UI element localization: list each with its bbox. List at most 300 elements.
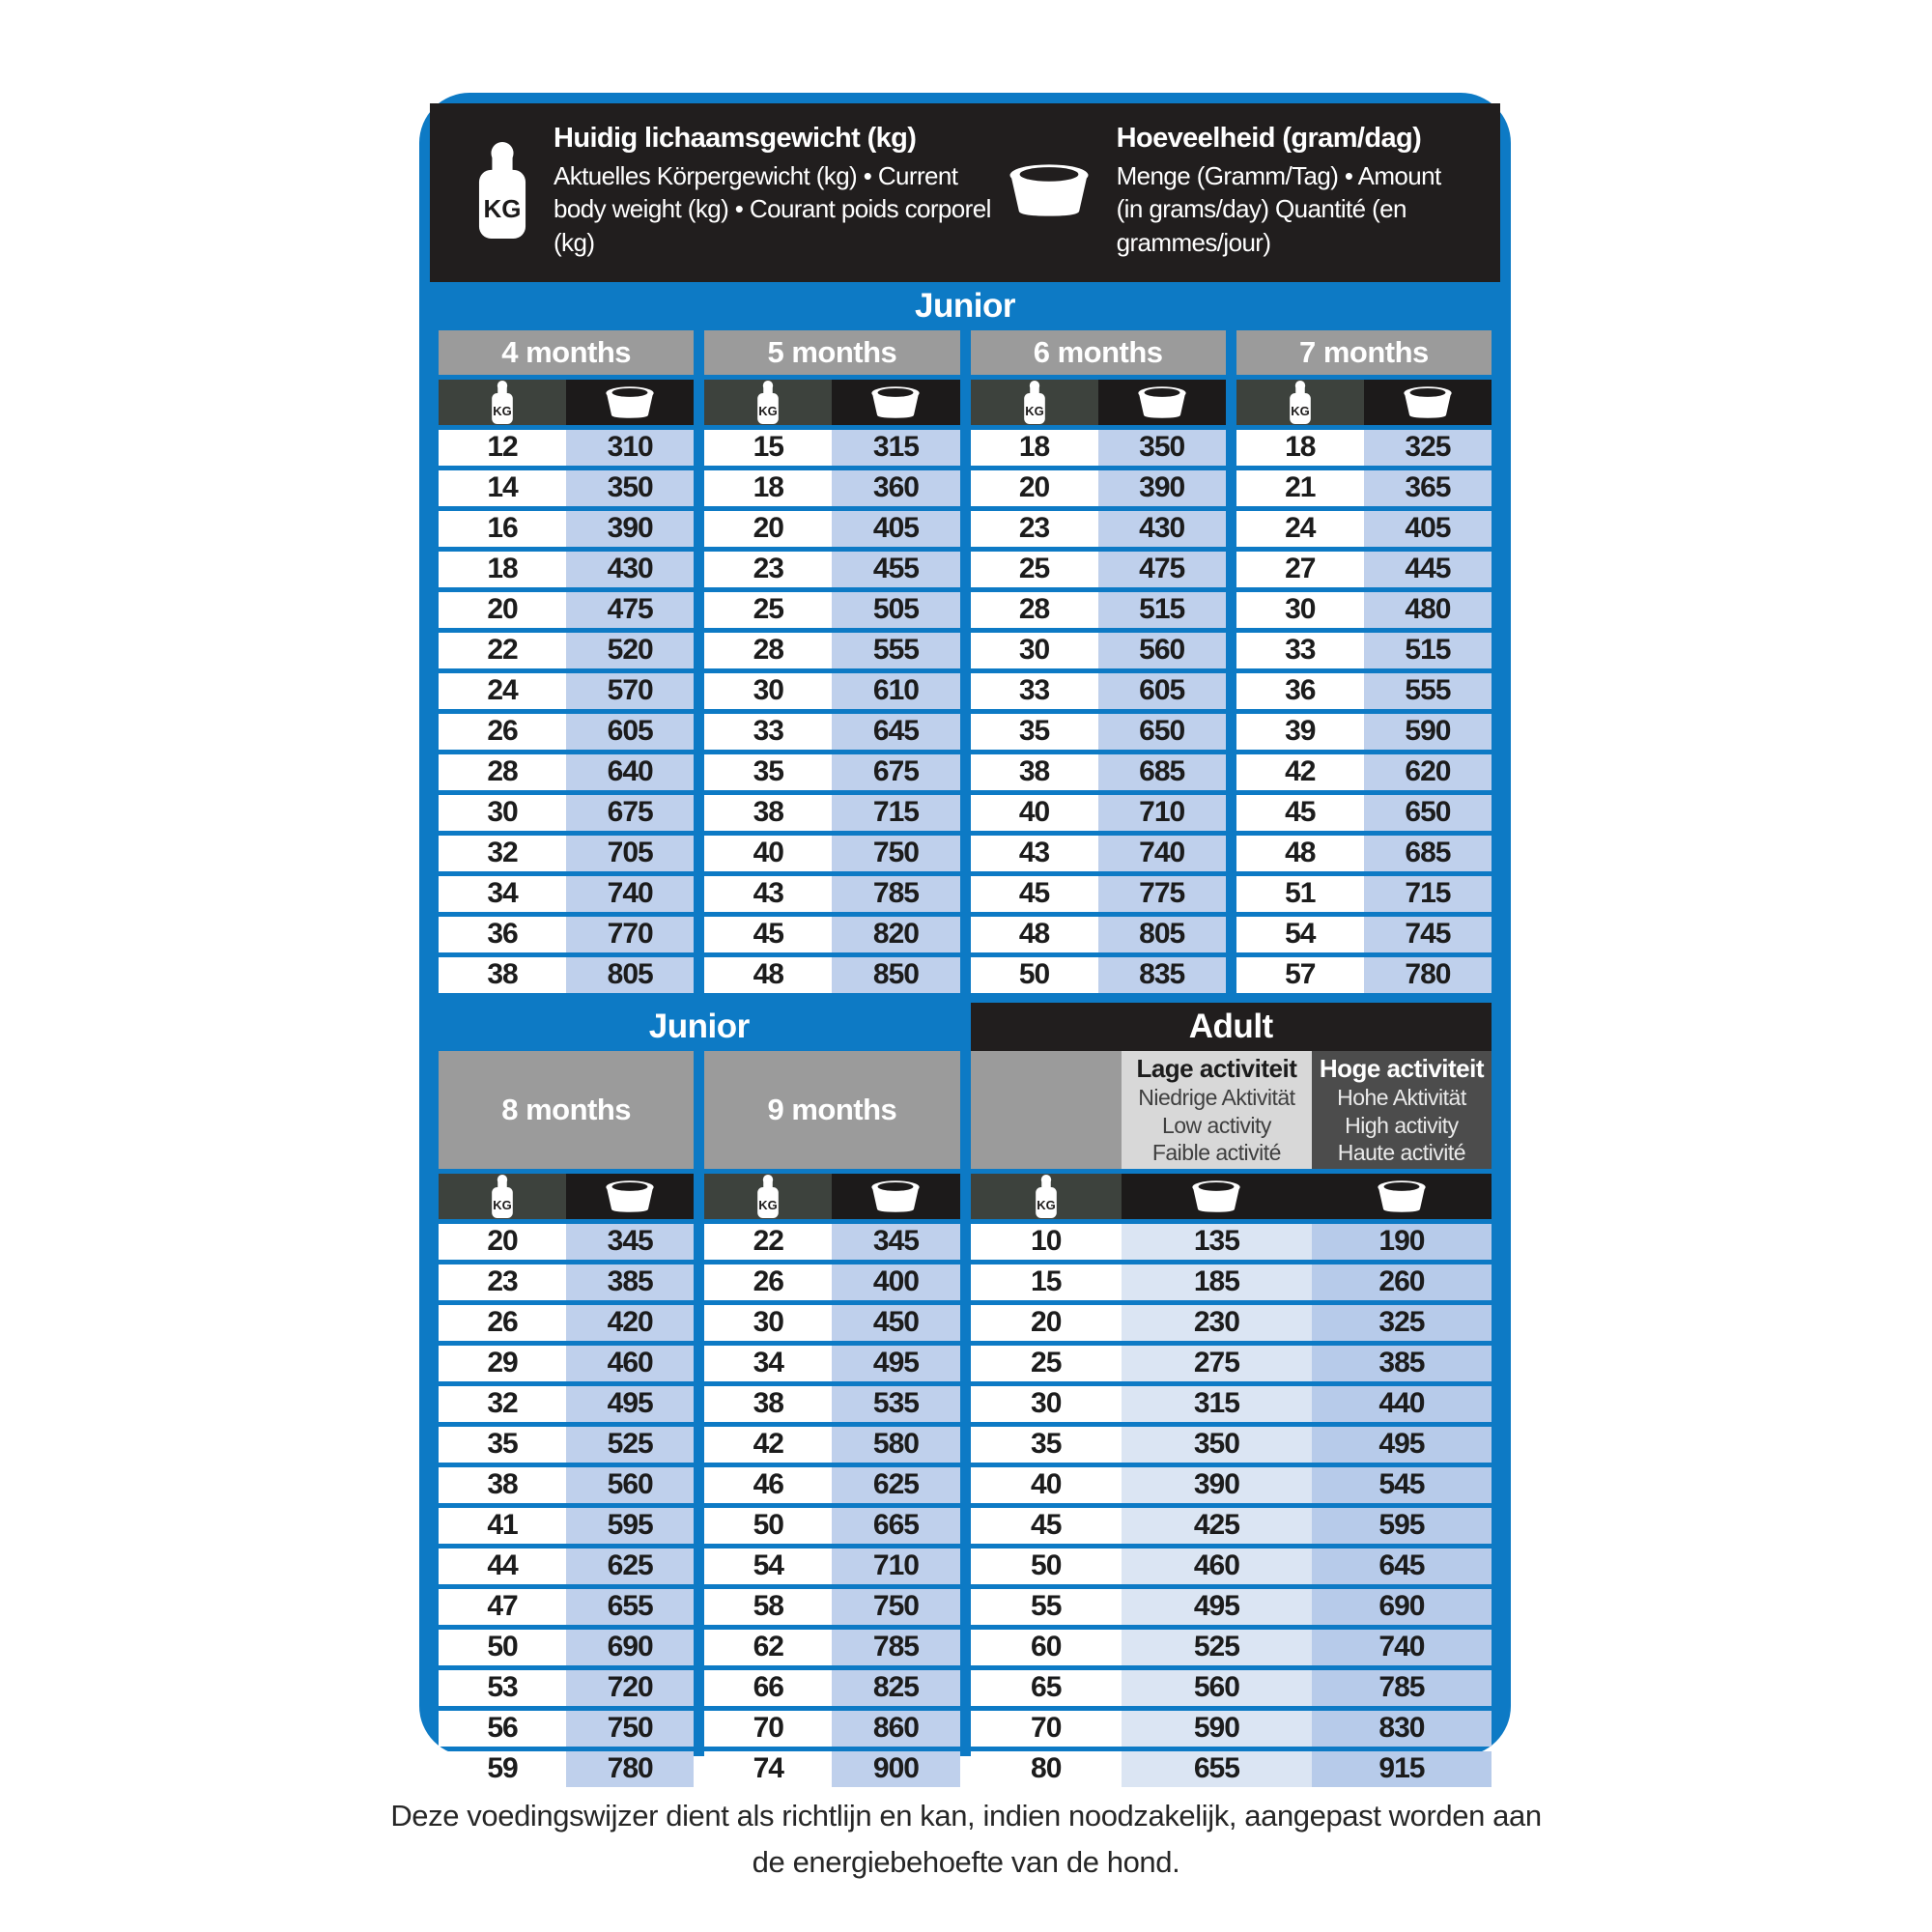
table-row (439, 1548, 694, 1584)
table-row (704, 1224, 959, 1260)
table-row (1236, 836, 1492, 871)
kg-value-cell: 33 (704, 714, 832, 750)
column-icon-row (439, 380, 694, 425)
kg-value-cell: 51 (1236, 876, 1364, 912)
adult-kg-header-cell (971, 1051, 1122, 1169)
kg-value-cell: 20 (704, 511, 832, 547)
kg-value-cell: 38 (704, 1386, 832, 1422)
amount-value-cell: 475 (566, 592, 694, 628)
table-row (1236, 470, 1492, 506)
kg-value-cell: 39 (1236, 714, 1364, 750)
amount-value-cell: 835 (1098, 957, 1226, 993)
low-activity-title: Lage activiteit (1136, 1054, 1297, 1084)
high-activity-line-en: High activity (1345, 1112, 1459, 1138)
table-row (704, 511, 959, 547)
kg-value-cell: 36 (1236, 673, 1364, 709)
table-row (971, 1711, 1492, 1747)
kg-value-cell: 48 (704, 957, 832, 993)
table-row (439, 1305, 694, 1341)
kg-value-cell: 41 (439, 1508, 566, 1544)
kg-value-cell: 20 (971, 1305, 1122, 1341)
amount-value-cell: 580 (832, 1427, 959, 1463)
kg-value-cell: 30 (971, 633, 1098, 668)
bowl-icon (566, 380, 694, 425)
kg-value-cell: 22 (704, 1224, 832, 1260)
weight-kg-glyph (490, 1175, 515, 1218)
amount-value-cell: 820 (832, 917, 959, 952)
weight-kg-icon (439, 380, 566, 425)
column-icon-row (971, 380, 1226, 425)
kg-value-cell: 34 (439, 876, 566, 912)
table-row (971, 430, 1226, 466)
kg-value-cell: 18 (1236, 430, 1364, 466)
amount-value-cell: 360 (832, 470, 959, 506)
weight-kg-glyph (755, 381, 781, 424)
svg-text:KG: KG (1024, 403, 1044, 418)
high-activity-amount-cell: 495 (1312, 1427, 1492, 1463)
kg-value-cell: 80 (971, 1751, 1122, 1787)
amount-value-cell: 625 (832, 1467, 959, 1503)
table-row (971, 552, 1226, 587)
kg-value-cell: 12 (439, 430, 566, 466)
table-row (439, 917, 694, 952)
month-header: 6 months (971, 330, 1226, 375)
amount-value-cell: 430 (566, 552, 694, 587)
amount-legend (1005, 123, 1456, 259)
table-row (704, 836, 959, 871)
table-row (704, 1386, 959, 1422)
amount-value-cell: 645 (832, 714, 959, 750)
bowl-glyph (1375, 1179, 1429, 1213)
amount-value-cell: 460 (566, 1346, 694, 1381)
amount-legend-title: Hoeveelheid (gram/dag) (1116, 123, 1422, 154)
month-column-7-months (1236, 330, 1492, 993)
amount-value-cell: 560 (1098, 633, 1226, 668)
weight-legend-subtitle: Aktuelles Körpergewicht (kg) • Current body weight (kg) • Courant poids corporel (kg) (554, 161, 991, 257)
kg-value-cell: 23 (971, 511, 1098, 547)
table-row (971, 592, 1226, 628)
table-row (704, 1427, 959, 1463)
amount-value-cell: 555 (832, 633, 959, 668)
column-rows (704, 1219, 959, 1787)
amount-value-cell: 710 (1098, 795, 1226, 831)
table-row (1236, 714, 1492, 750)
bottom-section (430, 1003, 1500, 1787)
amount-value-cell: 780 (566, 1751, 694, 1787)
bowl-glyph (603, 1179, 657, 1213)
amount-value-cell: 780 (1364, 957, 1492, 993)
kg-value-cell: 46 (704, 1467, 832, 1503)
junior-top-banner: Junior (915, 286, 1015, 325)
amount-value-cell: 605 (1098, 673, 1226, 709)
table-row (439, 1264, 694, 1300)
adult-banner: Adult (971, 1003, 1492, 1051)
kg-value-cell: 43 (971, 836, 1098, 871)
amount-value-cell: 365 (1364, 470, 1492, 506)
feeding-guide-inner (430, 103, 1500, 1785)
amount-value-cell: 450 (832, 1305, 959, 1341)
amount-value-cell: 325 (1364, 430, 1492, 466)
table-row (704, 1346, 959, 1381)
column-icon-row (439, 1174, 694, 1219)
high-activity-amount-cell: 595 (1312, 1508, 1492, 1544)
amount-legend-text (1117, 123, 1456, 259)
table-row (971, 917, 1226, 952)
kg-value-cell: 48 (1236, 836, 1364, 871)
table-row (971, 1670, 1492, 1706)
table-row (971, 1224, 1492, 1260)
amount-value-cell: 535 (832, 1386, 959, 1422)
junior-months-table (430, 330, 1500, 993)
adult-activity-headers (971, 1051, 1492, 1169)
amount-value-cell: 445 (1364, 552, 1492, 587)
kg-value-cell: 33 (971, 673, 1098, 709)
high-activity-amount-cell: 440 (1312, 1386, 1492, 1422)
table-row (439, 1467, 694, 1503)
kg-value-cell: 28 (439, 754, 566, 790)
weight-legend-text (554, 123, 1005, 259)
high-activity-amount-cell: 915 (1312, 1751, 1492, 1787)
kg-value-cell: 38 (971, 754, 1098, 790)
kg-value-cell: 24 (1236, 511, 1364, 547)
weight-kg-glyph (1034, 1175, 1059, 1218)
amount-value-cell: 620 (1364, 754, 1492, 790)
low-activity-amount-cell: 560 (1122, 1670, 1312, 1706)
kg-value-cell: 25 (971, 1346, 1122, 1381)
high-activity-amount-cell: 690 (1312, 1589, 1492, 1625)
table-row (439, 714, 694, 750)
amount-value-cell: 770 (566, 917, 694, 952)
amount-value-cell: 420 (566, 1305, 694, 1341)
adult-section (971, 1003, 1492, 1787)
table-row (971, 1305, 1492, 1341)
table-row (704, 1467, 959, 1503)
column-rows (704, 425, 959, 993)
low-activity-amount-cell: 460 (1122, 1548, 1312, 1584)
table-row (704, 592, 959, 628)
low-activity-line-en: Low activity (1161, 1112, 1271, 1138)
table-row (704, 552, 959, 587)
kg-value-cell: 42 (1236, 754, 1364, 790)
bowl-glyph (603, 385, 657, 419)
table-row (704, 673, 959, 709)
table-row (439, 876, 694, 912)
table-row (971, 1467, 1492, 1503)
table-row (971, 1751, 1492, 1787)
amount-value-cell: 385 (566, 1264, 694, 1300)
amount-value-cell: 560 (566, 1467, 694, 1503)
table-row (439, 1427, 694, 1463)
amount-value-cell: 640 (566, 754, 694, 790)
kg-value-cell: 25 (704, 592, 832, 628)
table-row (704, 795, 959, 831)
kg-value-cell: 14 (439, 470, 566, 506)
amount-value-cell: 390 (1098, 470, 1226, 506)
kg-value-cell: 42 (704, 1427, 832, 1463)
kg-value-cell: 30 (439, 795, 566, 831)
amount-value-cell: 515 (1098, 592, 1226, 628)
table-row (439, 754, 694, 790)
kg-value-cell: 29 (439, 1346, 566, 1381)
weight-kg-icon (474, 142, 530, 239)
kg-value-cell: 10 (971, 1224, 1122, 1260)
kg-value-cell: 53 (439, 1670, 566, 1706)
table-row (704, 754, 959, 790)
bowl-glyph (1189, 1179, 1243, 1213)
weight-kg-icon (704, 1174, 832, 1219)
table-row (704, 876, 959, 912)
table-row (1236, 795, 1492, 831)
high-activity-amount-cell: 545 (1312, 1467, 1492, 1503)
table-row (971, 957, 1226, 993)
low-activity-amount-cell: 275 (1122, 1346, 1312, 1381)
kg-value-cell: 20 (439, 592, 566, 628)
column-rows (439, 425, 694, 993)
table-row (439, 673, 694, 709)
amount-value-cell: 785 (832, 1630, 959, 1665)
kg-value-cell: 20 (439, 1224, 566, 1260)
kg-value-cell: 65 (971, 1670, 1122, 1706)
kg-value-cell: 20 (971, 470, 1098, 506)
table-row (704, 1589, 959, 1625)
amount-value-cell: 475 (1098, 552, 1226, 587)
kg-value-cell: 32 (439, 1386, 566, 1422)
table-row (971, 876, 1226, 912)
table-row (439, 1386, 694, 1422)
amount-value-cell: 495 (566, 1386, 694, 1422)
amount-legend-subtitle: Menge (Gramm/Tag) • Amount (in grams/day) Quantité (en grammes/jour) (1116, 161, 1441, 257)
kg-value-cell: 59 (439, 1751, 566, 1787)
kg-value-cell: 56 (439, 1711, 566, 1747)
kg-value-cell: 40 (704, 836, 832, 871)
low-activity-line-de: Niedrige Aktivität (1138, 1085, 1295, 1111)
table-row (971, 1346, 1492, 1381)
kg-value-cell: 18 (439, 552, 566, 587)
table-row (704, 1630, 959, 1665)
kg-value-cell: 45 (704, 917, 832, 952)
bowl-glyph (1135, 385, 1189, 419)
amount-value-cell: 555 (1364, 673, 1492, 709)
weight-kg-glyph (1288, 381, 1313, 424)
kg-value-cell: 58 (704, 1589, 832, 1625)
bowl-icon (1122, 1174, 1312, 1219)
table-row (439, 1589, 694, 1625)
high-activity-title: Hoge activiteit (1319, 1054, 1485, 1084)
weight-legend-title: Huidig lichaamsgewicht (kg) (554, 123, 917, 154)
table-row (1236, 876, 1492, 912)
low-activity-amount-cell: 350 (1122, 1427, 1312, 1463)
table-row (1236, 511, 1492, 547)
bowl-glyph (868, 385, 923, 419)
table-row (439, 1670, 694, 1706)
amount-value-cell: 825 (832, 1670, 959, 1706)
amount-value-cell: 595 (566, 1508, 694, 1544)
amount-value-cell: 430 (1098, 511, 1226, 547)
high-activity-amount-cell: 740 (1312, 1630, 1492, 1665)
table-row (704, 1751, 959, 1787)
kg-value-cell: 15 (704, 430, 832, 466)
kg-value-cell: 30 (704, 673, 832, 709)
table-row (971, 714, 1226, 750)
adult-table (971, 1219, 1492, 1787)
table-row (439, 430, 694, 466)
amount-value-cell: 685 (1098, 754, 1226, 790)
svg-text:KG: KG (483, 194, 522, 224)
amount-value-cell: 310 (566, 430, 694, 466)
kg-value-cell: 30 (704, 1305, 832, 1341)
bowl-icon (1005, 162, 1094, 218)
table-row (1236, 430, 1492, 466)
amount-value-cell: 570 (566, 673, 694, 709)
kg-value-cell: 50 (439, 1630, 566, 1665)
table-row (1236, 633, 1492, 668)
table-row (971, 673, 1226, 709)
kg-value-cell: 28 (971, 592, 1098, 628)
bowl-icon (1312, 1174, 1492, 1219)
amount-value-cell: 710 (832, 1548, 959, 1584)
table-row (704, 917, 959, 952)
amount-value-cell: 715 (1364, 876, 1492, 912)
table-row (439, 552, 694, 587)
kg-value-cell: 74 (704, 1751, 832, 1787)
table-row (1236, 754, 1492, 790)
amount-value-cell: 505 (832, 592, 959, 628)
amount-value-cell: 720 (566, 1670, 694, 1706)
kg-value-cell: 27 (1236, 552, 1364, 587)
amount-value-cell: 705 (566, 836, 694, 871)
weight-kg-glyph (1022, 381, 1047, 424)
bowl-icon (566, 1174, 694, 1219)
kg-value-cell: 47 (439, 1589, 566, 1625)
amount-value-cell: 740 (1098, 836, 1226, 871)
svg-text:KG: KG (493, 403, 512, 418)
kg-value-cell: 18 (971, 430, 1098, 466)
kg-value-cell: 16 (439, 511, 566, 547)
amount-value-cell: 405 (832, 511, 959, 547)
amount-value-cell: 665 (832, 1508, 959, 1544)
amount-value-cell: 480 (1364, 592, 1492, 628)
kg-value-cell: 55 (971, 1589, 1122, 1625)
table-row (971, 1548, 1492, 1584)
high-activity-amount-cell: 325 (1312, 1305, 1492, 1341)
kg-value-cell: 30 (971, 1386, 1122, 1422)
kg-value-cell: 66 (704, 1670, 832, 1706)
kg-value-cell: 35 (971, 1427, 1122, 1463)
table-row (439, 1508, 694, 1544)
amount-value-cell: 605 (566, 714, 694, 750)
amount-value-cell: 345 (832, 1224, 959, 1260)
table-row (439, 592, 694, 628)
low-activity-amount-cell: 655 (1122, 1751, 1312, 1787)
kg-value-cell: 54 (1236, 917, 1364, 952)
kg-value-cell: 24 (439, 673, 566, 709)
high-activity-line-de: Hohe Aktivität (1337, 1085, 1466, 1111)
table-row (1236, 673, 1492, 709)
amount-value-cell: 390 (566, 511, 694, 547)
kg-value-cell: 44 (439, 1548, 566, 1584)
table-row (704, 714, 959, 750)
month-header: 4 months (439, 330, 694, 375)
amount-value-cell: 750 (832, 836, 959, 871)
amount-value-cell: 740 (566, 876, 694, 912)
kg-value-cell: 35 (704, 754, 832, 790)
low-activity-amount-cell: 230 (1122, 1305, 1312, 1341)
amount-value-cell: 650 (1364, 795, 1492, 831)
table-row (439, 1630, 694, 1665)
amount-value-cell: 525 (566, 1427, 694, 1463)
kg-value-cell: 21 (1236, 470, 1364, 506)
bowl-glyph (1005, 162, 1094, 218)
table-row (704, 1305, 959, 1341)
table-row (971, 470, 1226, 506)
month-column-6-months (971, 330, 1226, 993)
table-row (704, 470, 959, 506)
table-row (439, 957, 694, 993)
amount-value-cell: 750 (566, 1711, 694, 1747)
kg-value-cell: 45 (971, 876, 1098, 912)
amount-value-cell: 675 (832, 754, 959, 790)
kg-value-cell: 34 (704, 1346, 832, 1381)
table-row (971, 1589, 1492, 1625)
amount-value-cell: 685 (1364, 836, 1492, 871)
table-row (1236, 552, 1492, 587)
kg-value-cell: 45 (1236, 795, 1364, 831)
low-activity-amount-cell: 425 (1122, 1508, 1312, 1544)
weight-kg-icon (1236, 380, 1364, 425)
amount-value-cell: 675 (566, 795, 694, 831)
adult-icon-row (971, 1174, 1492, 1219)
table-row (971, 836, 1226, 871)
high-activity-amount-cell: 645 (1312, 1548, 1492, 1584)
table-row (439, 1751, 694, 1787)
kg-value-cell: 48 (971, 917, 1098, 952)
month-column-5-months (704, 330, 959, 993)
month-header: 7 months (1236, 330, 1492, 375)
table-row (439, 795, 694, 831)
high-activity-amount-cell: 385 (1312, 1346, 1492, 1381)
kg-value-cell: 23 (439, 1264, 566, 1300)
kg-value-cell: 57 (1236, 957, 1364, 993)
kg-value-cell: 60 (971, 1630, 1122, 1665)
table-row (439, 1346, 694, 1381)
weight-kg-icon (971, 1174, 1122, 1219)
table-row (704, 957, 959, 993)
low-activity-line-fr: Faible activité (1151, 1139, 1281, 1165)
high-activity-amount-cell: 260 (1312, 1264, 1492, 1300)
kg-value-cell: 50 (971, 1548, 1122, 1584)
feeding-guide-card (419, 93, 1511, 1785)
kg-value-cell: 35 (971, 714, 1098, 750)
amount-value-cell: 590 (1364, 714, 1492, 750)
low-activity-amount-cell: 135 (1122, 1224, 1312, 1260)
kg-value-cell: 32 (439, 836, 566, 871)
amount-value-cell: 900 (832, 1751, 959, 1787)
kg-value-cell: 36 (439, 917, 566, 952)
kg-value-cell: 23 (704, 552, 832, 587)
kg-value-cell: 70 (704, 1711, 832, 1747)
kg-value-cell: 40 (971, 795, 1098, 831)
kg-value-cell: 50 (704, 1508, 832, 1544)
table-row (971, 1630, 1492, 1665)
amount-value-cell: 610 (832, 673, 959, 709)
svg-text:KG: KG (493, 1197, 512, 1212)
kg-value-cell: 70 (971, 1711, 1122, 1747)
kg-value-cell: 18 (704, 470, 832, 506)
table-row (1236, 957, 1492, 993)
column-icon-row (704, 1174, 959, 1219)
table-row (704, 1670, 959, 1706)
low-activity-amount-cell: 525 (1122, 1630, 1312, 1665)
